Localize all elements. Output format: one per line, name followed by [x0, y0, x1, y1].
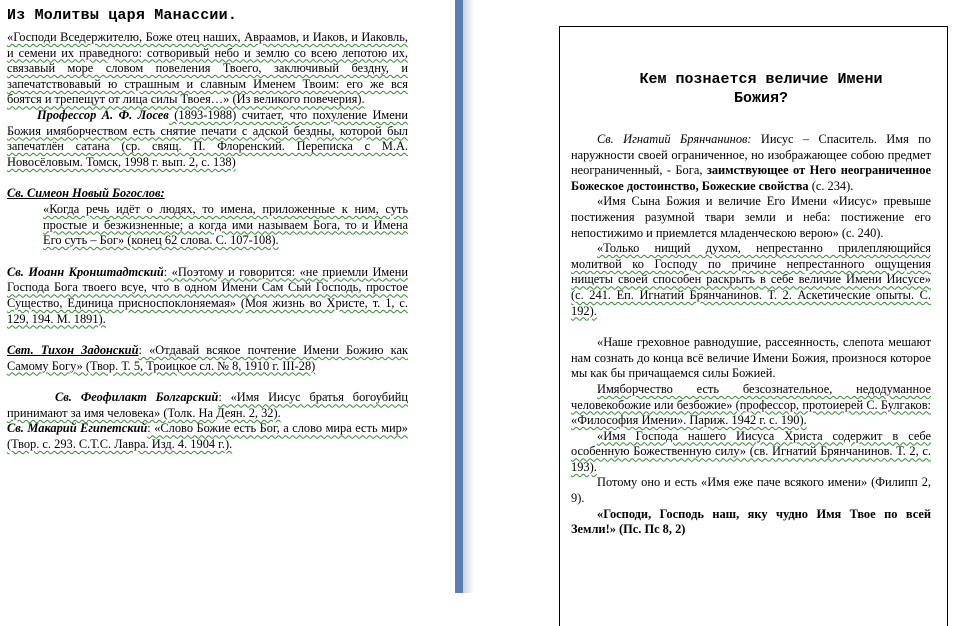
psalm-paragraph: «Господи, Господь наш, яку чудно Имя Твое по всей Земли!» (Пс. Пс 8, 2)	[571, 506, 931, 537]
losev-paragraph: Профессор А. Ф. Лосев (1893-1988) считает, что похуление Имени Божия имяборчеством есть снятие печати с адской бездны, которой был запечатлён сатана (ср. свящ. П. Флоренский. Переписка с М.А. Новосёловым. Томск, 1998 г. вып. 2, с. 138)	[7, 107, 408, 169]
simeon-quote: «Когда речь идёт о людях, то имена, приложенные к ним, суть простые и безжизненные; а когда ими называем Бога, то и Имена Его суть – Бог» (конец 62 слова. С. 107-108).	[43, 201, 408, 248]
name-of-son-paragraph: «Имя Сына Божия и величие Его Имени «Иисус» превыше постижения разумной твари земли и неба: постижение его непостижимо и приемлется младенческою верою» (с. 240).	[571, 194, 931, 240]
power-of-name-paragraph: «Имя Господа нашего Иисуса Христа содержит в себе особенную Божественную силу» (св. Игнатий Брянчанинов. Т. 2, с. 193).	[571, 428, 931, 474]
ignatius-paragraph: Св. Игнатий Брянчанинов: Иисус – Спаситель. Имя по наружности своей ограниченное, но изображающее собою предмет неограниченный, - Бога, заимствующее от Него неограниченное Божеское достоинство, Божеские свойства (с. 234).	[571, 132, 931, 193]
macarius-paragraph: Св. Макарий Египетский: «Слово Божие есть Бог, а слово мира есть мир» (Твор. с. 293. С.Т.С. Лавра. Изд. 4. 1904 г.).	[7, 421, 408, 452]
theophylact-paragraph: Св. Феофилакт Болгарский: «Имя Иисус братья богоубийц принимают за имя человека» (Толк. На Деян. 2, 32).	[7, 390, 408, 420]
philippians-paragraph: Потому оно и есть «Имя еже паче всякого имени» (Филипп 2, 9).	[571, 475, 931, 506]
poor-in-spirit-paragraph: «Только нищий духом, непрестанно прилепляющийся молитвой ко Господу по причине непрестанного ощущения нищеты своей способен раскрыть в себе величие Имени Иисусе» (с. 241. Еп. Игнатий Брянчанинов. Т. 2. Аскетические опыты. С. 192).	[571, 241, 931, 318]
bulgakov-paragraph: Имяборчество есть безсознательное, недодуманное человекобожие или безбожие» (профессор, протоиерей С. Булгаков: «Философия Имени». Париж. 1942 г. с. 190).	[571, 381, 931, 428]
left-column	[7, 6, 408, 453]
left-title: Из Молитвы царя Манассии.	[7, 7, 238, 24]
page-divider	[455, 0, 463, 593]
indifference-paragraph: «Наше греховное равнодушие, рассеянность, слепота мешают нам сознать до конца всё величие Имени Божия, произнося которое мы как бы причащаемся силы Божией.	[571, 335, 931, 381]
manasseh-prayer-paragraph: «Господи Вседержителю, Боже отец наших, Авраамов, и Иаков, и Иаковль, и семени их праведного: сотворивый небо и землю со всею лепотою их, связавый море словом повеления Твоего, заключивый бездну, и запечатствовавый ю страшным и славным Именем Твоим: его же вся боятся и трепещут от лица силы Твоея…» (Из великого повечерия).	[7, 30, 408, 107]
left-page	[0, 0, 455, 593]
right-page	[475, 0, 957, 593]
simeon-author: Св. Симеон Новый Богослов:	[7, 186, 165, 201]
right-column	[571, 70, 931, 538]
tikhon-paragraph: Свт. Тихон Задонский: «Отдавай всякое почтение Имени Божию как Самому Богу» (Твор. Т. 5, Троицкое сл. № 8, 1910 г. III-28)	[7, 343, 408, 373]
page-divider-shadow	[463, 0, 475, 593]
right-title: Кем познается величие Имени Божия?	[639, 71, 883, 107]
kronstadt-paragraph: Св. Иоанн Кронштадтский: «Поэтому и говорится: «не приемли Имени Господа Бога твоего всуе, что в одном Имени Сам Сый Господь, простое Существо, Единица присноспоклоняемая» (Моя жизнь во Христе, т. 1, с. 129, 194. М. 1891).	[7, 264, 408, 326]
